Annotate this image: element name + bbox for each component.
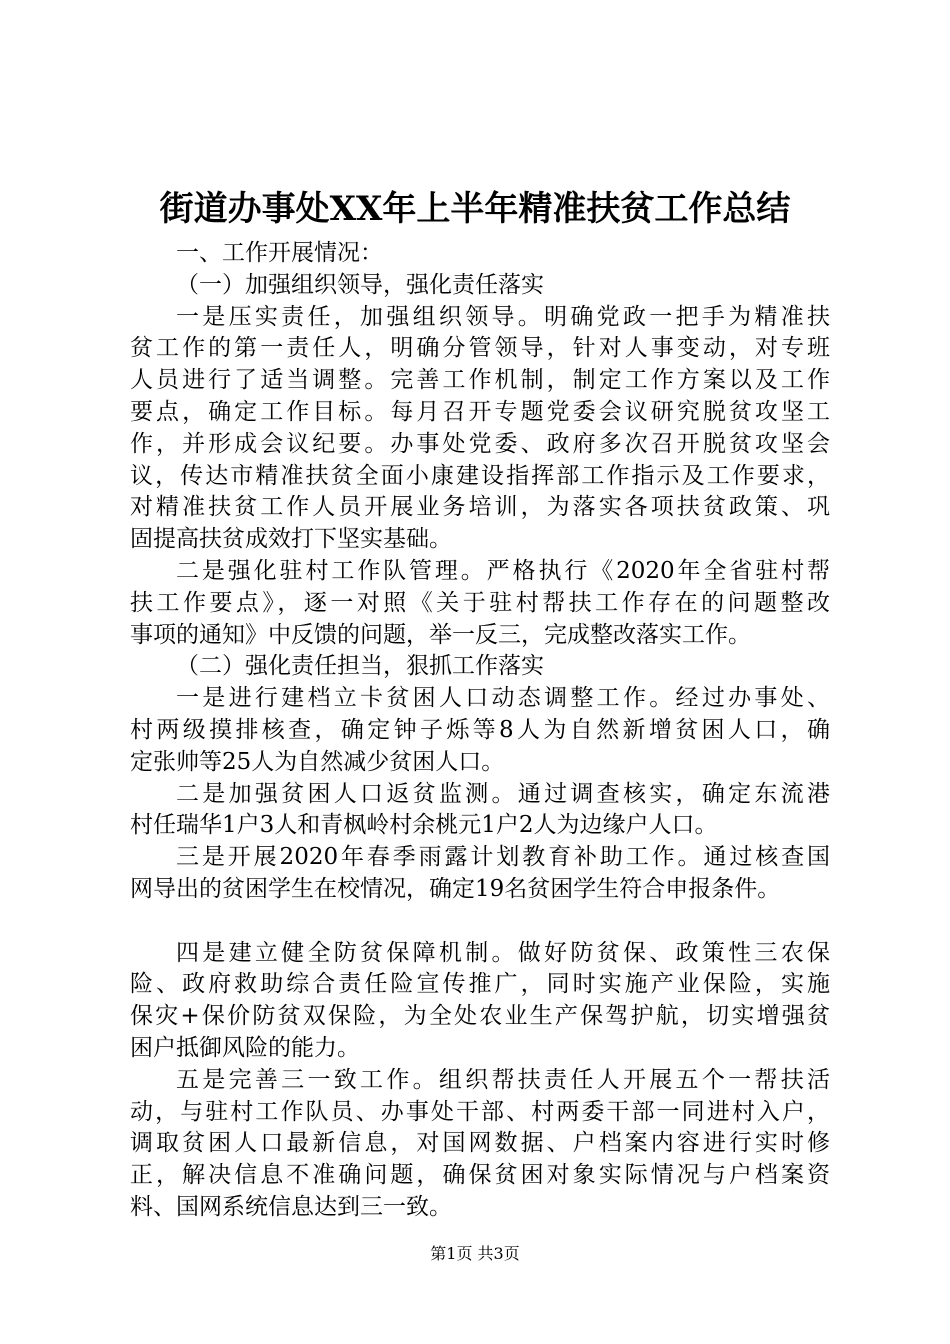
document-body — [130, 238, 830, 1224]
paragraph-line: 一是进行建档立卡贫困人口动态调整工作。经过办事处、 — [176, 685, 830, 712]
paragraph-line: 四是建立健全防贫保障机制。做好防贫保、政策性三农保 — [176, 939, 830, 966]
paragraph-line: 二是加强贫困人口返贫监测。通过调查核实，确定东流港 — [176, 780, 830, 807]
paragraph-line: 扶工作要点》，逐一对照《关于驻村帮扶工作存在的问题整改 — [130, 589, 830, 616]
paragraph-line: 作，并形成会议纪要。办事处党委、政府多次召开脱贫攻坚会 — [130, 430, 830, 457]
paragraph-line: 保灾+保价防贫双保险，为全处农业生产保驾护航，切实增强贫 — [130, 1003, 830, 1030]
subsection-heading: （一）加强组织领导，强化责任落实 — [176, 271, 544, 298]
paragraph-line: 一是压实责任，加强组织领导。明确党政一把手为精准扶 — [176, 303, 830, 330]
paragraph-line: 二是强化驻村工作队管理。严格执行《2020年全省驻村帮 — [176, 557, 830, 584]
paragraph-line: 困户抵御风险的能力。 — [130, 1034, 360, 1061]
paragraph-line: 村任瑞华1户3人和青枫岭村余桃元1户2人为边缘户人口。 — [130, 812, 718, 839]
page-footer: 第1页 共3页 — [430, 1244, 520, 1263]
subsection-heading: （二）强化责任担当，狠抓工作落实 — [176, 653, 544, 680]
section-heading: 一、工作开展情况： — [176, 240, 383, 266]
paragraph-line: 调取贫困人口最新信息，对国网数据、户档案内容进行实时修 — [130, 1130, 830, 1157]
document-title: 街道办事处XX年上半年精准扶贫工作总结 — [159, 189, 791, 229]
paragraph-line: 动，与驻村工作队员、办事处干部、村两委干部一同进村入户， — [130, 1098, 830, 1125]
paragraph-line: 事项的通知》中反馈的问题，举一反三，完成整改落实工作。 — [130, 621, 751, 648]
paragraph-line: 贫工作的第一责任人，明确分管领导，针对人事变动，对专班 — [130, 335, 830, 362]
paragraph-line: 要点，确定工作目标。每月召开专题党委会议研究脱贫攻坚工 — [130, 398, 830, 425]
paragraph-line: 五是完善三一致工作。组织帮扶责任人开展五个一帮扶活 — [176, 1066, 830, 1093]
paragraph-line: 人员进行了适当调整。完善工作机制，制定工作方案以及工作 — [130, 367, 830, 394]
paragraph-line: 议，传达市精准扶贫全面小康建设指挥部工作指示及工作要求， — [130, 462, 830, 489]
blank-line — [130, 906, 830, 938]
paragraph-line: 对精准扶贫工作人员开展业务培训，为落实各项扶贫政策、巩 — [130, 494, 830, 521]
paragraph-line: 定张帅等25人为自然减少贫困人口。 — [130, 748, 505, 775]
paragraph-line: 正，解决信息不准确问题，确保贫困对象实际情况与户档案资 — [130, 1162, 830, 1189]
paragraph-line: 村两级摸排核查，确定钟子烁等8人为自然新增贫困人口，确 — [130, 716, 830, 743]
paragraph-line: 固提高扶贫成效打下坚实基础。 — [130, 526, 452, 553]
paragraph-line: 三是开展2020年春季雨露计划教育补助工作。通过核查国 — [176, 844, 830, 871]
paragraph-line: 料、国网系统信息达到三一致。 — [130, 1193, 452, 1220]
paragraph-line: 险、政府救助综合责任险宣传推广，同时实施产业保险，实施 — [130, 971, 830, 998]
paragraph-line: 网导出的贫困学生在校情况，确定19名贫困学生符合申报条件。 — [130, 875, 781, 902]
